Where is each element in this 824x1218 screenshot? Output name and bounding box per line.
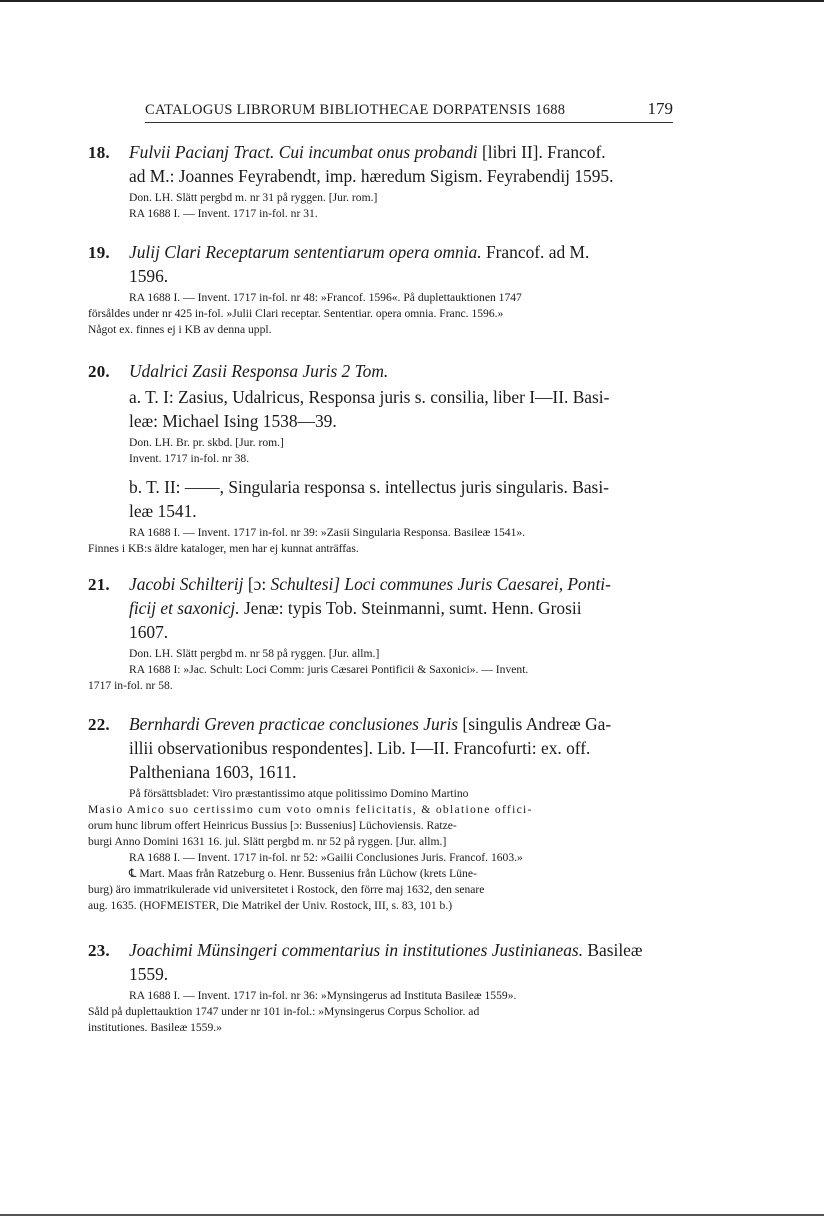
bottom-border: [0, 1214, 824, 1216]
title-italic: Schultesi] Loci communes Juris Caesarei, Ponti-: [270, 574, 611, 594]
title-italic: Fulvii Pacianj Tract. Cui incumbat onus probandi: [129, 142, 478, 162]
entry-note: institutiones. Basileæ 1559.»: [88, 1021, 222, 1034]
header-rule: [145, 122, 673, 123]
entry-title-line: ad M.: Joannes Feyrabendt, imp. hæredum Sigism. Feyrabendij 1595.: [129, 166, 614, 186]
part-b-line1: b. T. II: ——, Singularia responsa s. intellectus juris singularis. Basi-: [129, 477, 609, 497]
title-italic: Jacobi Schilterij: [129, 574, 244, 594]
part-a-line1: a. T. I: Zasius, Udalricus, Responsa juris s. consilia, liber I—II. Basi-: [129, 387, 610, 407]
catalog-entry-22: [88, 712, 680, 914]
entry-title: [129, 240, 680, 264]
entry-note: RA 1688 I. — Invent. 1717 in-fol. nr 31.: [129, 207, 318, 220]
entry-number: 19.: [88, 243, 110, 262]
entry-note: Finnes i KB:s äldre kataloger, men har ej kunnat anträffas.: [88, 542, 359, 555]
entry-note: försåldes under nr 425 in-fol. »Julii Clari receptar. Sententiar. opera omnia. Franc. 1596.»: [88, 307, 504, 320]
entry-title: [129, 140, 680, 164]
entry-note: burgi Anno Domini 1631 16. jul. Slätt pergbd m. nr 52 på ryggen. [Jur. allm.]: [88, 835, 447, 848]
title-rest: [libri II]. Francof.: [481, 142, 606, 162]
catalog-entry-18: [88, 140, 680, 222]
title-rest: Francof. ad M.: [485, 242, 590, 262]
entry-note: aug. 1635. (HOFMEISTER, Die Matrikel der Univ. Rostock, III, s. 83, 101 b.): [88, 899, 453, 912]
title-italic: Joachimi Münsingeri commentarius in institutiones Justinianeas.: [129, 940, 584, 960]
title-italic: Julij Clari Receptarum sententiarum opera omnia.: [129, 242, 482, 262]
catalog-entry-19: [88, 240, 680, 338]
entry-note-block: [88, 525, 680, 557]
entry-note-block: [88, 988, 680, 1036]
entry-note: Invent. 1717 in-fol. nr 38.: [129, 452, 250, 465]
entry-title-line: 1607.: [129, 622, 169, 642]
entry-note-block: [88, 290, 680, 338]
entry-title: [129, 572, 680, 596]
entry-note: Don. LH. Slätt pergbd m. nr 31 på ryggen. [Jur. rom.]: [129, 191, 378, 204]
title-rest: Jenæ: typis Tob. Steinmanni, sumt. Henn. Grosii: [243, 598, 582, 618]
entry-number: 23.: [88, 941, 110, 960]
entry-note: burg) äro immatrikulerade vid universitetet i Rostock, den förre maj 1632, den senare: [88, 883, 485, 896]
entry-note: Don. LH. Slätt pergbd m. nr 58 på ryggen. [Jur. allm.]: [129, 647, 380, 660]
title-italic: Udalrici Zasii Responsa Juris 2 Tom.: [129, 361, 389, 381]
page-number: 179: [647, 99, 673, 118]
entry-note: orum hunc librum offert Heinricus Bussius [ɔ: Bussenius] Lüchoviensis. Ratze-: [88, 819, 457, 832]
page-header: [145, 99, 673, 121]
entry-note: Don. LH. Br. pr. skbd. [Jur. rom.]: [129, 436, 284, 449]
entry-note-block: [88, 662, 680, 694]
part-a-line2: leæ: Michael Ising 1538—39.: [129, 411, 337, 431]
entry-note: Såld på duplettauktion 1747 under nr 101 in-fol.: »Mynsingerus Corpus Scholior. ad: [88, 1005, 480, 1018]
entry-note: RA 1688 I. — Invent. 1717 in-fol. nr 36: »Mynsingerus ad Instituta Basileæ 1559».: [129, 989, 517, 1002]
entry-note: Masio Amico suo certissimo cum voto omnis felicitatis, & oblatione offici-: [88, 803, 533, 816]
title-italic: Bernhardi Greven practicae conclusiones Juris: [129, 714, 459, 734]
entry-note: RA 1688 I: »Jac. Schult: Loci Comm: juris Cæsarei Pontificii & Saxonici». — Invent.: [129, 663, 529, 676]
title-rest: [singulis Andreæ Ga-: [462, 714, 612, 734]
running-title: CATALOGUS LIBRORUM BIBLIOTHECAE DORPATENSIS 1688: [145, 102, 566, 118]
entry-number: 22.: [88, 715, 110, 734]
part-b-line2: leæ 1541.: [129, 501, 197, 521]
entry-note-block: [88, 786, 680, 914]
entry-title-line: Paltheniana 1603, 1611.: [129, 762, 297, 782]
entry-note: RA 1688 I. — Invent. 1717 in-fol. nr 52: »Gailii Conclusiones Juris. Francof. 1603.»: [129, 851, 523, 864]
entry-title: [129, 938, 680, 962]
entry-number: 21.: [88, 575, 110, 594]
catalog-entry-21: [88, 572, 680, 694]
top-border: [0, 0, 824, 2]
entry-title-line: illii observationibus respondentes]. Lib. I—II. Francofurti: ex. off.: [129, 738, 591, 758]
entry-title-line: 1596.: [129, 266, 169, 286]
entry-note: RA 1688 I. — Invent. 1717 in-fol. nr 39: »Zasii Singularia Responsa. Basileæ 1541».: [129, 526, 526, 539]
title-bracket: [ɔ:: [247, 574, 267, 594]
title-rest: Basileæ: [587, 940, 643, 960]
entry-title-line: 1559.: [129, 964, 169, 984]
entry-number: 18.: [88, 143, 110, 162]
entry-note: RA 1688 I. — Invent. 1717 in-fol. nr 48: »Francof. 1596«. På duplettauktionen 1747: [129, 291, 522, 304]
entry-number: 20.: [88, 362, 110, 381]
catalog-entry-23: [88, 938, 680, 1036]
entry-note: Något ex. finnes ej i KB av denna uppl.: [88, 323, 272, 336]
entry-title: [129, 359, 680, 383]
entry-note: På försättsbladet: Viro præstantissimo atque politissimo Domino Martino: [129, 787, 469, 800]
catalog-entry-20: [88, 359, 680, 557]
entry-title: [129, 712, 680, 736]
entry-title-line: [129, 596, 680, 620]
title-italic: ficij et saxonicj.: [129, 598, 240, 618]
entry-note: ℄ Mart. Maas från Ratzeburg o. Henr. Bussenius från Lüchow (krets Lüne-: [129, 867, 477, 880]
entry-note: 1717 in-fol. nr 58.: [88, 679, 173, 692]
